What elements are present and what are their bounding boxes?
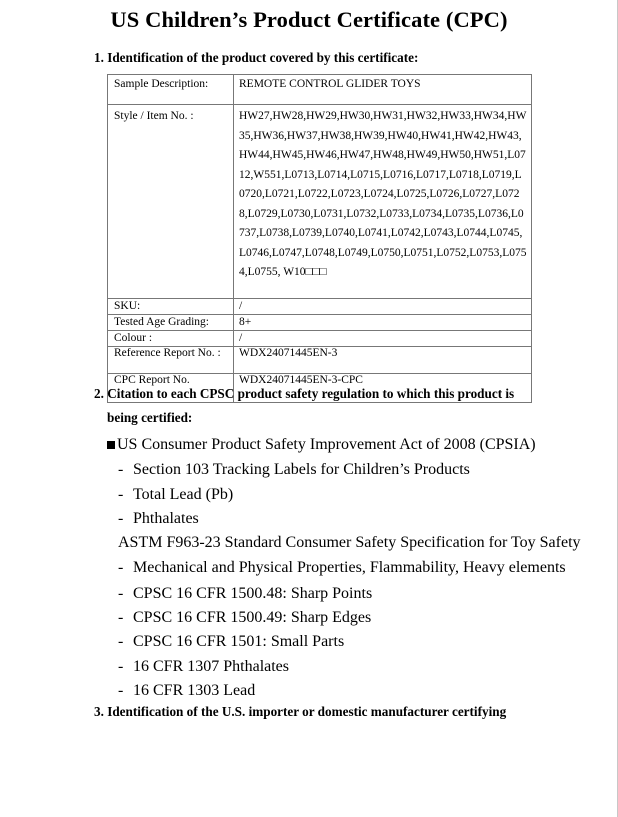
list-item-text: Section 103 Tracking Labels for Children’s Products bbox=[133, 461, 470, 478]
section2-heading-line1: 2. Citation to each CPSC product safety regulation to which this product is bbox=[94, 386, 515, 401]
list-item-text: CPSC 16 CFR 1501: Small Parts bbox=[133, 633, 345, 650]
dash-bullet: - bbox=[118, 609, 124, 626]
table-row bbox=[108, 105, 532, 299]
table-row bbox=[108, 299, 532, 315]
page-title: US Children’s Product Certificate (CPC) bbox=[110, 7, 508, 32]
dash-bullet: - bbox=[118, 585, 124, 602]
dash-bullet: - bbox=[118, 658, 124, 675]
row-key: CPC Report No. bbox=[108, 374, 234, 403]
dash-bullet: - bbox=[118, 682, 124, 699]
section2-heading-line2: being certified: bbox=[107, 410, 193, 425]
section3-heading: 3. Identification of the U.S. importer or domestic manufacturer certifying bbox=[94, 704, 507, 719]
list-item-text: CPSC 16 CFR 1500.49: Sharp Edges bbox=[133, 609, 372, 626]
section1-heading: 1. Identification of the product covered by this certificate: bbox=[94, 50, 419, 65]
cpsia-title: US Consumer Product Safety Improvement Act of 2008 (CPSIA) bbox=[117, 436, 536, 453]
dash-bullet: - bbox=[118, 461, 124, 478]
section2-heading bbox=[94, 382, 514, 430]
dash-bullet: - bbox=[118, 510, 124, 527]
row-key: Tested Age Grading: bbox=[108, 315, 234, 331]
row-key: SKU: bbox=[108, 299, 234, 315]
table-row bbox=[108, 315, 532, 331]
dash-bullet: - bbox=[118, 486, 124, 503]
row-value: / bbox=[234, 331, 532, 347]
list-item-text: 16 CFR 1307 Phthalates bbox=[133, 658, 290, 675]
row-value: HW27,HW28,HW29,HW30,HW31,HW32,HW33,HW34,HW35,HW36,HW37,HW38,HW39,HW40,HW41,HW42,HW43,HW44,HW45,HW46,HW47,HW48,HW49,HW50,HW51,L0712,W551,L0713,L0714,L0715,L0716,L0717,L0718,L0719,L0720,L0721,L0722,L0723,L0724,L0725,L0726,L0727,L0728,L0729,L0730,L0731,L0732,L0733,L0734,L0735,L0736,L0737,L0738,L0739,L0740,L0741,L0742,L0743,L0744,L0745,L0746,L0747,L0748,L0749,L0750,L0751,L0752,L0753,L0754,L0755, W10□□□ bbox=[234, 105, 532, 299]
list-item-text: Total Lead (Pb) bbox=[133, 486, 234, 503]
row-key: Sample Description: bbox=[108, 75, 234, 105]
table-row bbox=[108, 331, 532, 347]
row-value: / bbox=[234, 299, 532, 315]
square-bullet-icon bbox=[107, 441, 115, 449]
list-item bbox=[107, 436, 536, 454]
row-value: WDX24071445EN-3-CPC bbox=[234, 374, 532, 403]
list-item-text: 16 CFR 1303 Lead bbox=[133, 682, 256, 699]
row-value: 8+ bbox=[234, 315, 532, 331]
list-item-text: Phthalates bbox=[133, 510, 199, 527]
list-item-text: CPSC 16 CFR 1500.48: Sharp Points bbox=[133, 585, 373, 602]
list-item-text: Mechanical and Physical Properties, Flammability, Heavy elements bbox=[133, 559, 566, 576]
dash-bullet: - bbox=[118, 559, 124, 576]
row-value: WDX24071445EN-3 bbox=[234, 347, 532, 374]
row-key: Reference Report No. : bbox=[108, 347, 234, 374]
product-identification-table bbox=[107, 74, 532, 403]
table-row bbox=[108, 75, 532, 105]
row-key: Style / Item No. : bbox=[108, 105, 234, 299]
dash-bullet: - bbox=[118, 633, 124, 650]
row-key: Colour : bbox=[108, 331, 234, 347]
row-value: REMOTE CONTROL GLIDER TOYS bbox=[234, 75, 532, 105]
table-row bbox=[108, 347, 532, 374]
astm-title: ASTM F963-23 Standard Consumer Safety Specification for Toy Safety bbox=[118, 534, 581, 551]
